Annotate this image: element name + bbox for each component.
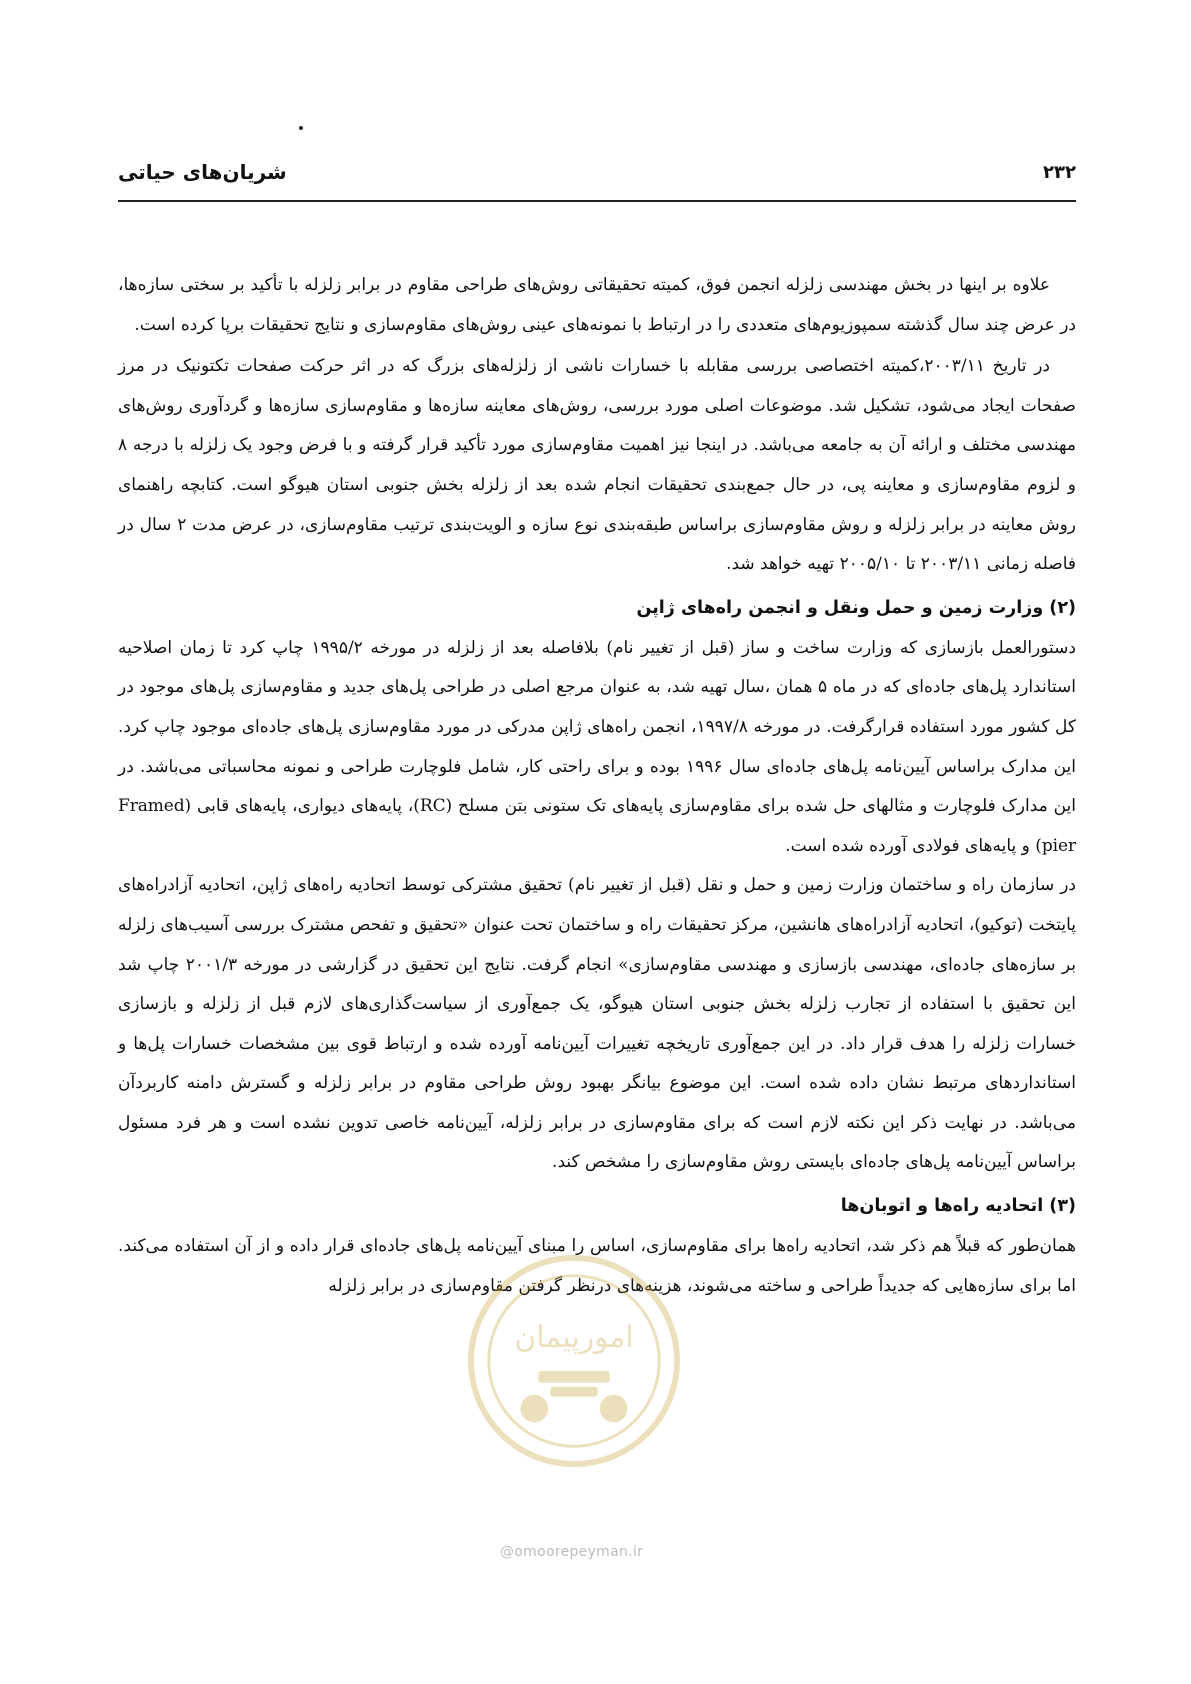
paragraph-2: در تاریخ ۲۰۰۳/۱۱،کمیته اختصاصی بررسی مقابله با خسارات ناشی از زلزله‌های بزرگ که در اثر حرکت صفحات تکتونیک در مرز صفحات ایجاد می‌شود، تشکیل شد. موضوعات اصلی مورد بررسی، روش‌های معاینه سازه‌ها و مقاوم‌سازی سازه‌ها و گردآوری روش‌های مهندسی مختلف و ارائه آن به جامعه می‌باشد. در اینجا نیز اهمیت مقاوم‌سازی مورد تأکید قرار گرفته و با فرض وجود یک زلزله با درجه ۸ و لزوم مقاوم‌سازی و معاینه پی، در حال جمع‌بندی تحقیقات انجام شده بعد از زلزله بخش جنوبی استان هیوگو است. کتابچه راهنمای روش معاینه در برابر زلزله و روش مقاوم‌سازی براساس طبقه‌بندی نوع سازه و الویت‌بندی ترتیب مقاوم‌سازی، در عرض مدت ۲ سال در فاصله زمانی ۲۰۰۳/۱۱ تا ۲۰۰۵/۱۰ تهیه خواهد شد. [118,356,1076,575]
paragraph-3: دستورالعمل بازسازی که وزارت ساخت و ساز (قبل از تغییر نام) بلافاصله بعد از زلزله در مورخه ۱۹۹۵/۲ چاپ کرد تا زمان اصلاحیه استاندارد پل‌های جاده‌ای که در ماه ۵ همان ،سال تهیه شد، به عنوان مرجع اصلی در طراحی پل‌های جدید و مقاوم‌سازی پل‌های موجود در کل کشور مورد استفاده قرارگرفت. در مورخه ۱۹۹۷/۸، انجمن راه‌های ژاپن مدرکی در مورد مقاوم‌سازی پل‌های جاده‌ای موجود چاپ کرد. این مدارک براساس آیین‌نامه پل‌های جاده‌ای سال ۱۹۹۶ بوده و برای راحتی کار، شامل فلوچارت طراحی و نمونه محاسباتی می‌باشد. در این مدارک فلوچارت و مثالهای حل شده برای مقاوم‌سازی پایه‌های تک ستونی بتن مسلح (RC)، پایه‌های دیواری، پایه‌های قابی (Framed pier) و پایه‌های فولادی آورده شده است. [118,637,1077,856]
running-header [118,160,1076,194]
watermark-seal-text: امورپیمان [514,1320,634,1356]
paragraph-1: علاوه بر اینها در بخش مهندسی زلزله انجمن فوق، کمیته تحقیقاتی روش‌های طراحی مقاوم در برابر زلزله با تأکید بر سختی سازه‌ها، در عرض چند سال گذشته سمپوزیوم‌های متعددی را در ارتباط با نمونه‌های عینی روش‌های مقاوم‌سازی و نتایج تحقیقات برپا کرده است. [118,275,1076,335]
section-heading-3: (۳) اتحادیه راه‌ها و اتوبان‌ها [840,1196,1076,1217]
page-number: ۲۳۲ [1043,162,1076,183]
watermark-seal [465,1252,683,1470]
paragraph-5: همان‌طور که قبلاً هم ذکر شد، اتحادیه راه‌ها برای مقاوم‌سازی، اساس را مبنای آیین‌نامه پل‌های جاده‌ای قرار داده و از آن استفاده می‌کند. اما برای سازه‌هایی که جدیداً طراحی و ساخته می‌شوند، هزینه‌های درنظر گرفتن مقاوم‌سازی در برابر زلزله [118,1236,1076,1296]
watermark-url: @omoorepeyman.ir [500,1544,644,1560]
paragraph-4: در سازمان راه و ساختمان وزارت زمین و حمل و نقل (قبل از تغییر نام) تحقیق مشترکی توسط اتحادیه راه‌های ژاپن، اتحادیه آزادراه‌های پایتخت (توکیو)، اتحادیه آزادراه‌های هانشین، مرکز تحقیقات راه و ساختمان تحت عنوان «تحقیق و تفحص مشترک بررسی آسیب‌های زلزله بر سازه‌های جاده‌ای، مهندسی بازسازی و مهندسی مقاوم‌سازی» انجام گرفت. نتایج این تحقیق در گزارشی در مورخه ۲۰۰۱/۳ چاپ شد این تحقیق با استفاده از تجارب زلزله بخش جنوبی استان هیوگو، یک جمع‌آوری از سیاست‌گذاری‌های لازم قبل از زلزله و بازسازی خسارات زلزله را هدف قرار داد. در این جمع‌آوری تاریخچه تغییرات آیین‌نامه آورده شده و ارتباط قوی بین مشخصات خسارات پل‌ها و استانداردهای مرتبط نشان داده شده است. این موضوع بیانگر بهبود روش طراحی مقاوم در برابر زلزله و گسترش دامنه کاربردآن می‌باشد. در نهایت ذکر این نکته لازم است که برای مقاوم‌سازی در برابر زلزله، آیین‌نامه خاصی تدوین نشده است و هر فرد مسئول براساس آیین‌نامه پل‌های جاده‌ای بایستی روش مقاوم‌سازی را مشخص کند. [118,875,1076,1173]
body-text [118,266,1076,1306]
header-rule [118,200,1076,202]
stray-dot [299,126,303,130]
running-header-title: شریان‌های حیاتی [118,160,287,184]
section-heading-2: (۲) وزارت زمین و حمل ونقل و انجمن راه‌های ژاپن [636,597,1076,618]
